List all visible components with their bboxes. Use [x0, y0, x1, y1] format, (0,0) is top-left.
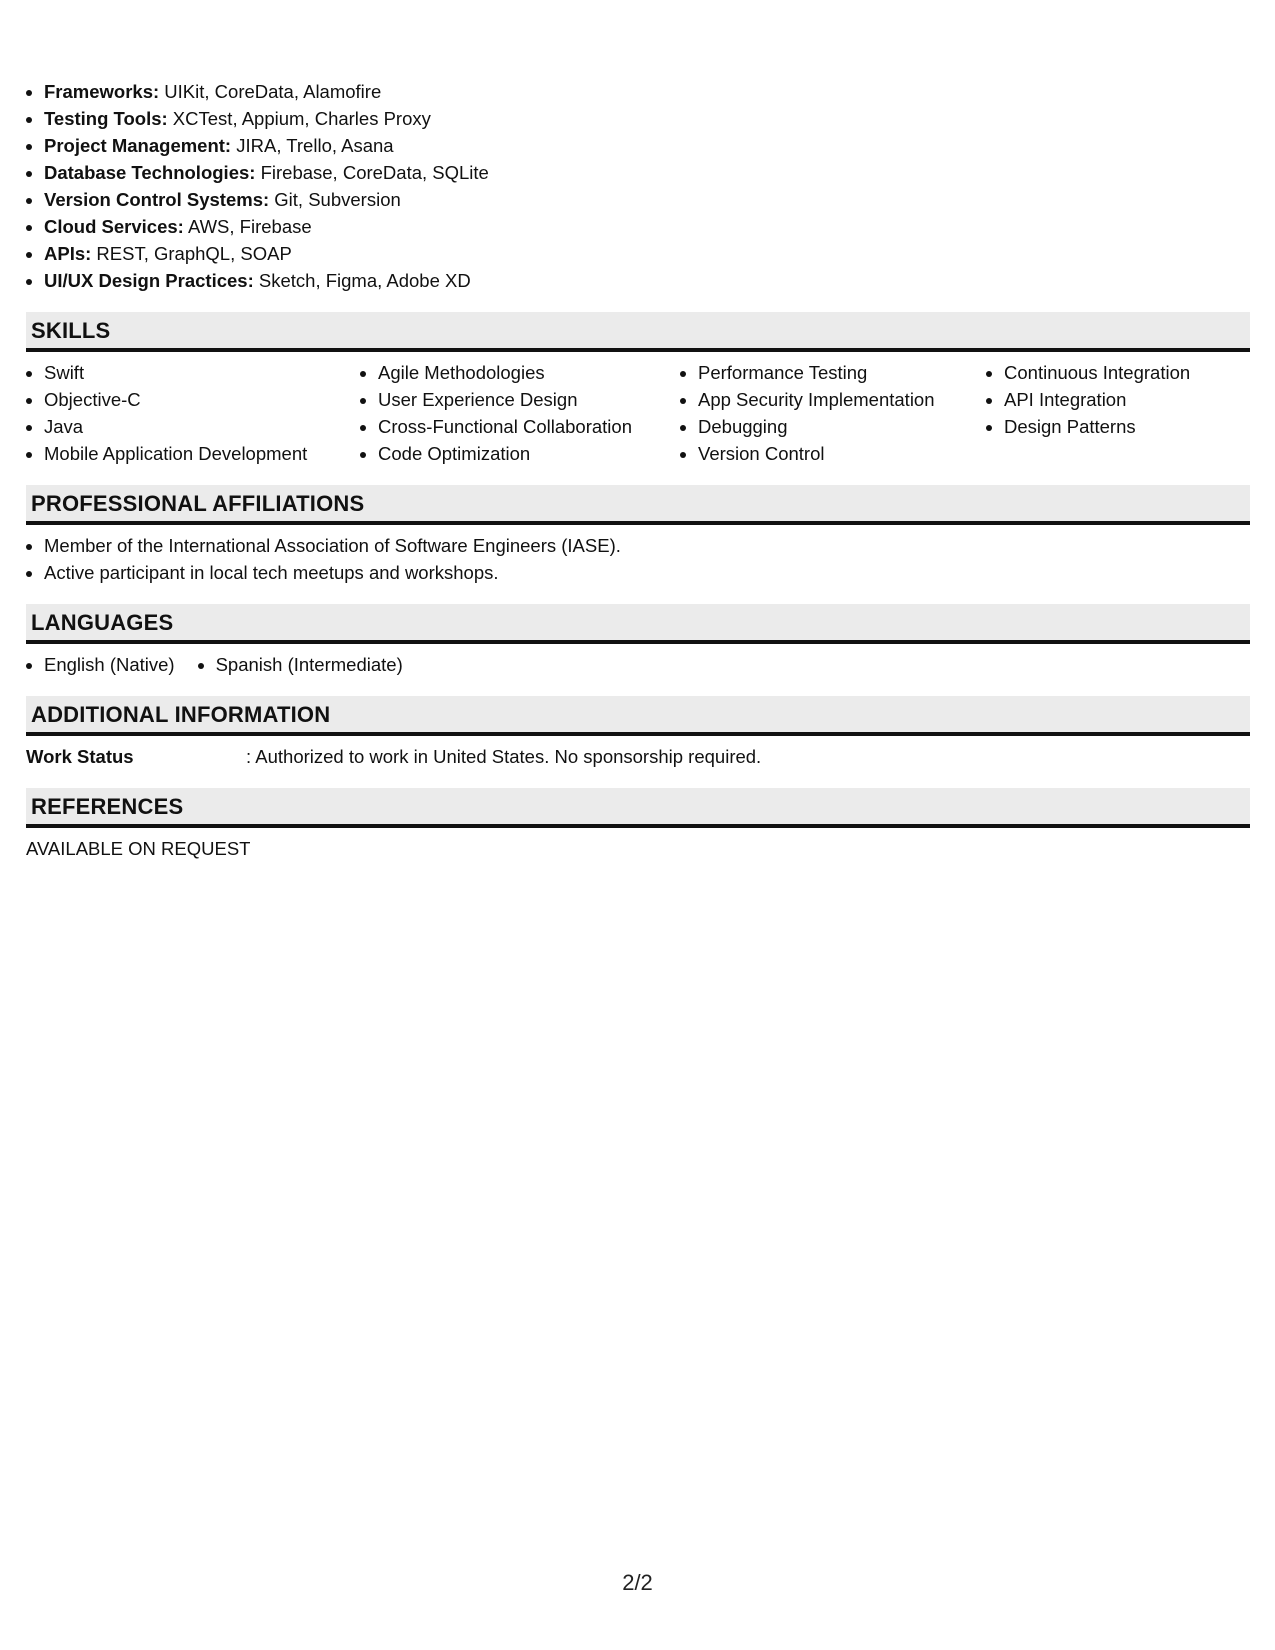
language-list-1 [26, 651, 175, 678]
section-heading-languages: LANGUAGES [26, 604, 1250, 644]
work-status-value: : Authorized to work in United States. No sponsorship required. [246, 746, 762, 767]
list-item: • Testing Tools: XCTest, Appium, Charles Proxy [44, 105, 1250, 132]
list-item: • Objective-C [44, 386, 342, 413]
list-item: • Version Control [698, 440, 968, 467]
list-item: • Agile Methodologies [378, 359, 662, 386]
list-item: • API Integration [1004, 386, 1275, 413]
list-item: • Mobile Application Development [44, 440, 342, 467]
list-item: • Cloud Services: AWS, Firebase [44, 213, 1250, 240]
list-item: • Active participant in local tech meetups and workshops. [44, 559, 1250, 586]
list-item: • Cross-Functional Collaboration [378, 413, 662, 440]
section-heading-references: REFERENCES [26, 788, 1250, 828]
list-item: • Code Optimization [378, 440, 662, 467]
section-heading-additional-info: ADDITIONAL INFORMATION [26, 696, 1250, 736]
list-item: • User Experience Design [378, 386, 662, 413]
skills-column-2 [360, 359, 662, 467]
section-heading-skills: SKILLS [26, 312, 1250, 352]
skills-column-3 [680, 359, 968, 467]
list-item: • Debugging [698, 413, 968, 440]
list-item: • English (Native) [44, 651, 175, 678]
list-item: • Design Patterns [1004, 413, 1275, 440]
affiliations-list [26, 532, 1250, 586]
list-item: • Spanish (Intermediate) [216, 651, 403, 678]
section-heading-affiliations: PROFESSIONAL AFFILIATIONS [26, 485, 1250, 525]
list-item: • Version Control Systems: Git, Subversion [44, 186, 1250, 213]
skills-grid [26, 359, 1250, 467]
page-number: 2/2 [622, 1570, 653, 1595]
list-item: • Database Technologies: Firebase, CoreData, SQLite [44, 159, 1250, 186]
resume-page [26, 78, 1250, 862]
list-item: • APIs: REST, GraphQL, SOAP [44, 240, 1250, 267]
skills-column-1 [26, 359, 342, 467]
list-item: • Continuous Integration [1004, 359, 1275, 386]
list-item: • Frameworks: UIKit, CoreData, Alamofire [44, 78, 1250, 105]
list-item: • Java [44, 413, 342, 440]
list-item: • Swift [44, 359, 342, 386]
technical-skills-list [26, 78, 1250, 294]
list-item: • Member of the International Association of Software Engineers (IASE). [44, 532, 1250, 559]
languages-row [26, 651, 1250, 678]
list-item: • Performance Testing [698, 359, 968, 386]
list-item: • Project Management: JIRA, Trello, Asana [44, 132, 1250, 159]
list-item: • UI/UX Design Practices: Sketch, Figma, Adobe XD [44, 267, 1250, 294]
work-status-label: Work Status [26, 746, 134, 767]
work-status-row [26, 743, 1250, 770]
references-text: AVAILABLE ON REQUEST [26, 838, 251, 859]
list-item: • App Security Implementation [698, 386, 968, 413]
language-list-2 [198, 651, 403, 678]
skills-column-4 [986, 359, 1275, 467]
